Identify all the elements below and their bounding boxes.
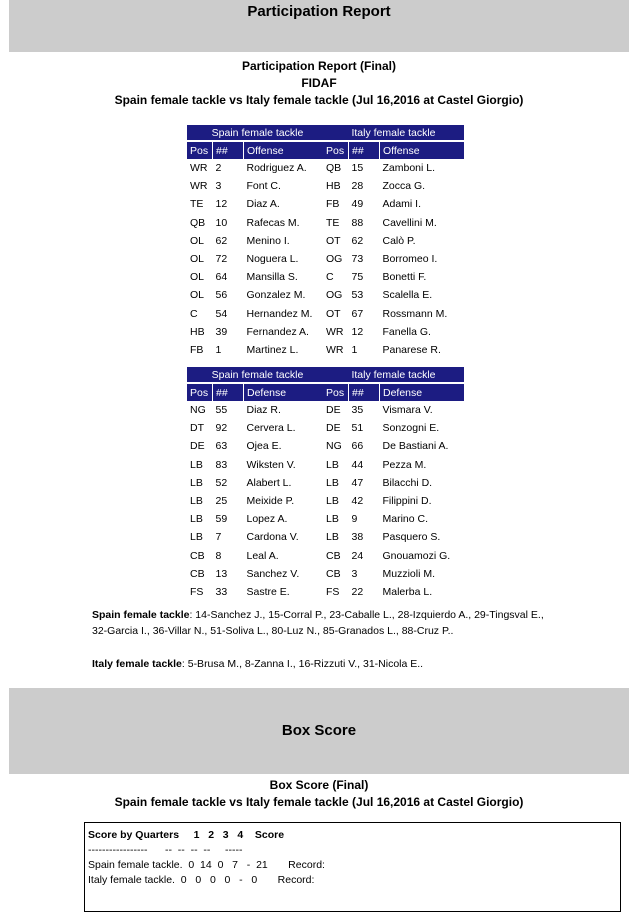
roster-row	[187, 250, 328, 268]
col-num: ##	[213, 383, 244, 401]
player-name: Sastre E.	[246, 585, 290, 598]
roster-row	[187, 195, 328, 213]
player-position: DE	[326, 404, 341, 417]
player-number: 55	[215, 404, 228, 417]
player-name: Leal A.	[246, 549, 279, 562]
player-name: Sonzogni E.	[382, 422, 440, 435]
player-position: DE	[190, 440, 205, 453]
away-reserves-note	[92, 656, 552, 672]
offense-home-table	[187, 125, 328, 359]
player-position: QB	[190, 216, 206, 229]
player-name: Bonetti F.	[382, 271, 427, 284]
player-number: 52	[215, 476, 228, 489]
player-name: Zocca G.	[382, 180, 426, 193]
roster-row	[323, 528, 464, 546]
roster-row	[187, 547, 328, 565]
roster-row	[187, 510, 328, 528]
player-number: 64	[215, 271, 228, 284]
player-name: Diaz R.	[246, 404, 281, 417]
player-position: CB	[326, 567, 341, 580]
roster-row	[323, 547, 464, 565]
roster-row	[323, 195, 464, 213]
roster-row	[187, 419, 328, 437]
col-offense: Offense	[244, 141, 329, 159]
player-number: 63	[215, 440, 228, 453]
player-position: OG	[326, 253, 343, 266]
player-name: Ojea E.	[246, 440, 282, 453]
roster-row	[323, 250, 464, 268]
player-name: Rafecas M.	[246, 216, 300, 229]
player-number: 38	[351, 531, 364, 544]
roster-row	[323, 492, 464, 510]
player-number: 12	[215, 198, 228, 211]
roster-row	[187, 159, 328, 177]
player-number: 1	[215, 343, 222, 356]
player-name: Cavellini M.	[382, 216, 437, 229]
defense-home-table	[187, 367, 328, 601]
player-number: 7	[215, 531, 222, 544]
player-position: WR	[326, 325, 344, 338]
player-number: 39	[215, 325, 228, 338]
player-position: LB	[326, 495, 339, 508]
player-number: 13	[215, 567, 228, 580]
player-position: FS	[190, 585, 204, 598]
player-name: Borromeo I.	[382, 253, 438, 266]
player-number: 62	[351, 234, 364, 247]
player-name: Noguera L.	[246, 253, 299, 266]
player-position: C	[326, 271, 334, 284]
player-name: Rossmann M.	[382, 307, 448, 320]
player-name: Pasquero S.	[382, 531, 441, 544]
player-number: 25	[215, 495, 228, 508]
roster-row	[187, 232, 328, 250]
player-position: OL	[190, 253, 205, 266]
col-pos: Pos	[323, 141, 349, 159]
player-number: 35	[351, 404, 364, 417]
player-number: 92	[215, 422, 228, 435]
player-name: Wiksten V.	[246, 458, 296, 471]
player-number: 49	[351, 198, 364, 211]
player-position: DT	[190, 422, 204, 435]
report-org: FIDAF	[301, 76, 337, 90]
roster-row	[187, 492, 328, 510]
col-pos: Pos	[187, 383, 213, 401]
player-name: Calò P.	[382, 234, 416, 247]
player-position: QB	[326, 162, 342, 175]
score-by-quarters-box	[84, 822, 621, 912]
team-header: Italy female tackle	[323, 367, 464, 383]
player-position: DE	[326, 422, 341, 435]
roster-row	[187, 286, 328, 304]
player-name: Menino I.	[246, 234, 290, 247]
player-position: LB	[326, 458, 339, 471]
player-position: CB	[190, 567, 205, 580]
player-name: Filippini D.	[382, 495, 432, 508]
player-position: FB	[190, 343, 204, 356]
box-score-banner	[9, 688, 629, 774]
roster-row	[323, 419, 464, 437]
roster-row	[323, 437, 464, 455]
player-name: Zamboni L.	[382, 162, 436, 175]
roster-row	[323, 177, 464, 195]
participation-report-banner	[9, 0, 629, 52]
player-number: 59	[215, 513, 228, 526]
player-name: Vismara V.	[382, 404, 433, 417]
player-number: 8	[215, 549, 222, 562]
roster-row	[187, 583, 328, 601]
roster-row	[323, 510, 464, 528]
player-name: Scalella E.	[382, 289, 433, 302]
roster-row	[187, 177, 328, 195]
roster-row	[323, 286, 464, 304]
player-number: 44	[351, 458, 364, 471]
player-position: OL	[190, 271, 205, 284]
player-name: Meixide P.	[246, 495, 295, 508]
player-position: WR	[326, 343, 344, 356]
player-number: 66	[351, 440, 364, 453]
player-number: 83	[215, 458, 228, 471]
score-separator-line: ----------------- -- -- -- -- -----	[88, 844, 243, 856]
player-number: 42	[351, 495, 364, 508]
player-number: 88	[351, 216, 364, 229]
player-name: Mansilla S.	[246, 271, 298, 284]
team-header: Spain female tackle	[187, 125, 328, 141]
roster-row	[187, 341, 328, 359]
roster-row	[187, 401, 328, 419]
player-number: 62	[215, 234, 228, 247]
roster-row	[323, 456, 464, 474]
roster-row	[187, 437, 328, 455]
team-header: Italy female tackle	[323, 125, 464, 141]
player-position: LB	[326, 531, 339, 544]
roster-row	[187, 528, 328, 546]
player-name: Fanella G.	[382, 325, 431, 338]
player-name: Muzzioli M.	[382, 567, 436, 580]
player-number: 67	[351, 307, 364, 320]
player-name: Bilacchi D.	[382, 476, 433, 489]
player-position: HB	[326, 180, 341, 193]
player-name: Pezza M.	[382, 458, 427, 471]
player-name: Gonzalez M.	[246, 289, 306, 302]
roster-row	[323, 565, 464, 583]
note-text: : 14-Sanchez J., 15-Corral P., 23-Caballe L., 28-Izquierdo A., 29-Tingsval E., 32-Garcia I., 36-Villar N., 51-Soliva L., 80-Luz N., 85-Granados L., 88-Cruz P..	[92, 609, 544, 637]
player-number: 33	[215, 585, 228, 598]
team-header: Spain female tackle	[187, 367, 328, 383]
player-number: 2	[215, 162, 222, 175]
player-name: Malerba L.	[382, 585, 433, 598]
score-home-line: Spain female tackle. 0 14 0 7 - 21 Record:	[88, 859, 325, 871]
roster-row	[323, 159, 464, 177]
player-position: LB	[190, 458, 203, 471]
player-name: Cardona V.	[246, 531, 299, 544]
report-title: Participation Report (Final)	[241, 59, 396, 73]
player-position: HB	[190, 325, 205, 338]
player-name: Gnouamozi G.	[382, 549, 451, 562]
roster-row	[323, 214, 464, 232]
player-position: OG	[326, 289, 343, 302]
col-num: ##	[349, 383, 380, 401]
player-name: Lopez A.	[246, 513, 288, 526]
player-position: LB	[326, 513, 339, 526]
roster-row	[323, 401, 464, 419]
score-header-line: Score by Quarters 1 2 3 4 Score	[88, 829, 285, 841]
roster-row	[187, 268, 328, 286]
player-number: 73	[351, 253, 364, 266]
player-position: FB	[326, 198, 340, 211]
player-position: LB	[190, 513, 203, 526]
player-number: 54	[215, 307, 228, 320]
col-defense: Defense	[380, 383, 465, 401]
player-name: Marino C.	[382, 513, 429, 526]
player-number: 3	[351, 567, 358, 580]
player-name: Fernandez A.	[246, 325, 309, 338]
roster-row	[187, 456, 328, 474]
boxscore-matchup: Spain female tackle vs Italy female tackle (Jul 16,2016 at Castel Giorgio)	[114, 795, 524, 809]
player-position: C	[190, 307, 198, 320]
note-team-label: Spain female tackle	[92, 609, 190, 621]
roster-row	[187, 305, 328, 323]
roster-row	[323, 268, 464, 286]
player-name: Font C.	[246, 180, 281, 193]
player-number: 22	[351, 585, 364, 598]
note-team-label: Italy female tackle	[92, 658, 182, 670]
roster-row	[187, 214, 328, 232]
player-position: OL	[190, 289, 205, 302]
offense-away-table	[323, 125, 464, 359]
col-defense: Defense	[244, 383, 329, 401]
section-title: Box Score	[281, 722, 357, 739]
player-number: 56	[215, 289, 228, 302]
roster-row	[323, 583, 464, 601]
player-position: FS	[326, 585, 340, 598]
player-name: Sanchez V.	[246, 567, 300, 580]
player-name: Martinez L.	[246, 343, 299, 356]
col-pos: Pos	[187, 141, 213, 159]
col-num: ##	[349, 141, 380, 159]
note-text: : 5-Brusa M., 8-Zanna I., 16-Rizzuti V., 31-Nicola E..	[181, 658, 424, 670]
player-position: CB	[190, 549, 205, 562]
player-number: 10	[215, 216, 228, 229]
player-name: Diaz A.	[246, 198, 280, 211]
boxscore-title: Box Score (Final)	[269, 778, 369, 792]
player-name: Rodriguez A.	[246, 162, 307, 175]
player-position: TE	[190, 198, 204, 211]
roster-row	[323, 323, 464, 341]
roster-row	[323, 305, 464, 323]
player-number: 15	[351, 162, 364, 175]
roster-row	[187, 474, 328, 492]
player-number: 12	[351, 325, 364, 338]
player-number: 75	[351, 271, 364, 284]
roster-row	[323, 232, 464, 250]
roster-row	[323, 474, 464, 492]
home-reserves-note	[92, 607, 552, 639]
player-position: LB	[190, 531, 203, 544]
section-title: Participation Report	[247, 3, 391, 20]
col-pos: Pos	[323, 383, 349, 401]
player-name: Adami I.	[382, 198, 422, 211]
player-name: Cervera L.	[246, 422, 296, 435]
player-position: WR	[190, 162, 208, 175]
player-name: Hernandez M.	[246, 307, 313, 320]
report-matchup: Spain female tackle vs Italy female tackle (Jul 16,2016 at Castel Giorgio)	[114, 93, 524, 107]
player-position: LB	[326, 476, 339, 489]
defense-away-table	[323, 367, 464, 601]
player-name: De Bastiani A.	[382, 440, 449, 453]
player-number: 1	[351, 343, 358, 356]
col-num: ##	[213, 141, 244, 159]
player-name: Panarese R.	[382, 343, 441, 356]
player-position: OL	[190, 234, 205, 247]
player-position: LB	[190, 495, 203, 508]
player-number: 53	[351, 289, 364, 302]
player-position: OT	[326, 234, 341, 247]
player-position: OT	[326, 307, 341, 320]
player-number: 72	[215, 253, 228, 266]
player-position: CB	[326, 549, 341, 562]
player-position: NG	[190, 404, 206, 417]
roster-row	[187, 565, 328, 583]
player-name: Alabert L.	[246, 476, 292, 489]
player-number: 28	[351, 180, 364, 193]
player-number: 9	[351, 513, 358, 526]
player-number: 3	[215, 180, 222, 193]
player-position: NG	[326, 440, 342, 453]
player-position: LB	[190, 476, 203, 489]
player-number: 47	[351, 476, 364, 489]
score-away-line: Italy female tackle. 0 0 0 0 - 0 Record:	[88, 874, 315, 886]
roster-row	[323, 341, 464, 359]
player-number: 51	[351, 422, 364, 435]
roster-row	[187, 323, 328, 341]
player-number: 24	[351, 549, 364, 562]
col-offense: Offense	[380, 141, 465, 159]
player-position: WR	[190, 180, 208, 193]
player-position: TE	[326, 216, 340, 229]
